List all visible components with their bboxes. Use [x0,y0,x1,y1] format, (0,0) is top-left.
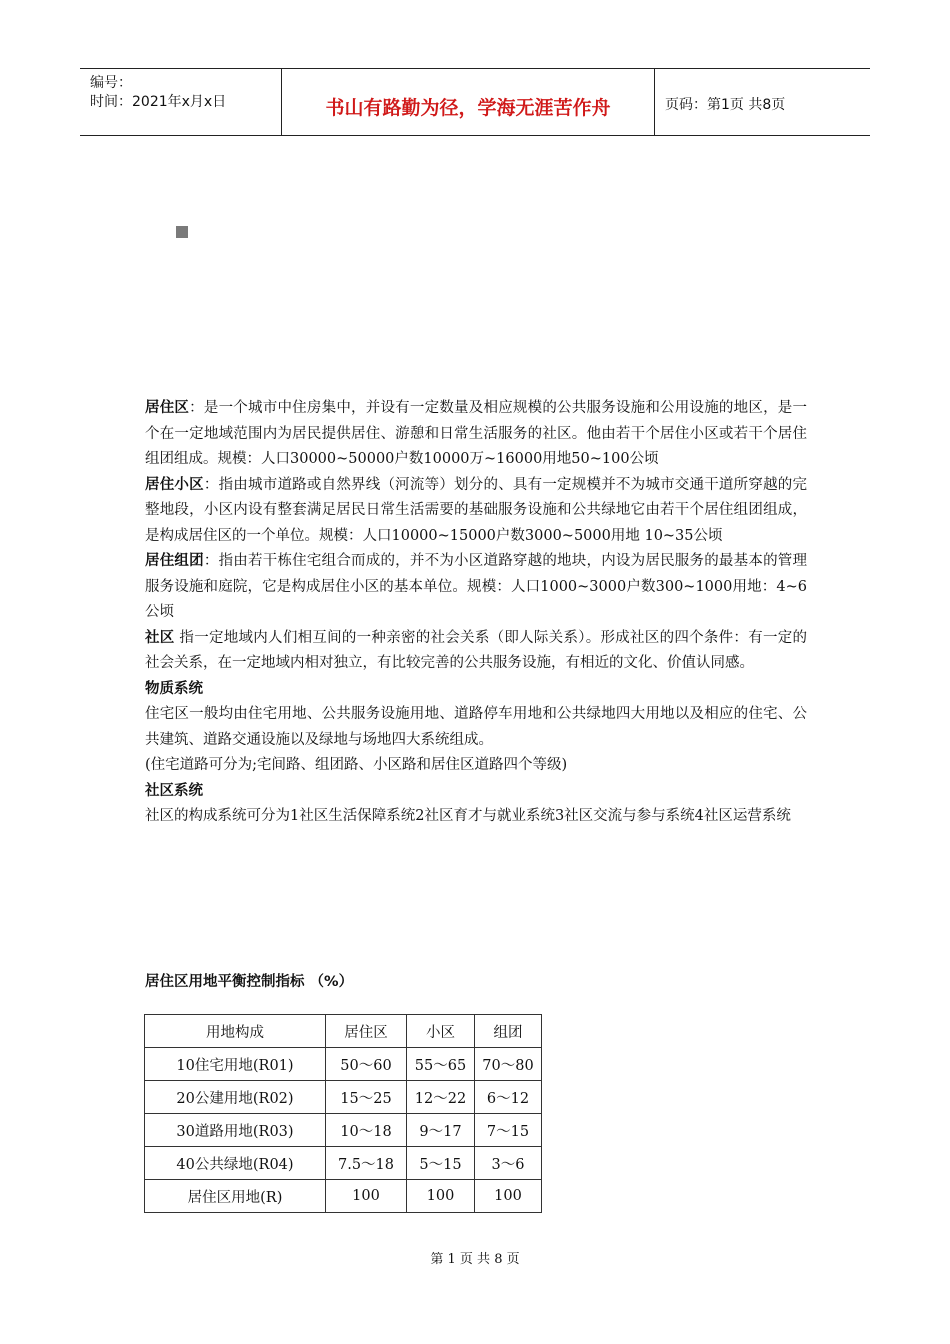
table-cell: 10住宅用地(R01) [145,1048,326,1081]
table-row [145,1180,542,1213]
table-header-cell: 组团 [475,1015,542,1048]
bullet-square-icon [176,226,188,238]
table-row [145,1114,542,1147]
section-title: 社区系统 [145,782,203,799]
table-title: 居住区用地平衡控制指标 （%） [145,974,354,990]
definition-term: 居住区 [145,400,190,416]
table-cell: 100 [407,1180,475,1213]
table-cell: 12～22 [407,1081,475,1114]
land-balance-table [144,1014,542,1213]
table-cell: 5～15 [407,1147,475,1180]
header-number-label: 编号： [90,75,132,91]
header-bottom-rule [80,135,870,136]
table-cell: 50～60 [326,1048,407,1081]
document-body [145,396,807,830]
table-cell: 居住区用地(R) [145,1180,326,1213]
definition-term: 居住组团 [145,553,204,569]
page-footer: 第 1 页 共 8 页 [430,1252,520,1267]
section-text: 住宅区一般均由住宅用地、公共服务设施用地、道路停车用地和公共绿地四大用地以及相应的住宅、公共建筑、道路交通设施以及绿地与场地四大系统组成。 [145,706,807,748]
definition-term: 社区 [145,629,175,646]
table-cell: 7～15 [475,1114,542,1147]
table-cell: 6～12 [475,1081,542,1114]
table-cell: 100 [326,1180,407,1213]
table-header-cell: 小区 [407,1015,475,1048]
section-title: 物质系统 [145,680,203,697]
header-top-rule [80,68,870,69]
header-time-label: 时间：2021年x月x日 [90,94,227,110]
header-divider [654,68,655,135]
definition-text: ：是一个城市中住房集中，并设有一定数量及相应规模的公共服务设施和公用设施的地区，是一个在一定地域范围内为居民提供居住、游憩和日常生活服务的社区。他由若干个居住小区或若干个居住组团组成。规模：人口30000~50000户数10000万~16000用地50~100公顷 [145,400,808,467]
table-row [145,1147,542,1180]
table-cell: 30道路用地(R03) [145,1114,326,1147]
table-header-cell: 居住区 [326,1015,407,1048]
table-cell: 15～25 [326,1081,407,1114]
table-header-row [145,1015,542,1048]
definition-text: 指一定地域内人们相互间的一种亲密的社会关系（即人际关系）。形成社区的四个条件：有一定的社会关系，在一定地域内相对独立，有比较完善的公共服务设施，有相近的文化、价值认同感。 [145,629,808,671]
definition-paragraph [145,626,807,677]
table-cell: 70～80 [475,1048,542,1081]
table-cell: 7.5～18 [326,1147,407,1180]
table-row [145,1081,542,1114]
header-page-info: 页码：第1页 共8页 [665,97,786,113]
table-row [145,1048,542,1081]
table-cell: 10～18 [326,1114,407,1147]
table-cell: 9～17 [407,1114,475,1147]
section-text: 社区的构成系统可分为1社区生活保障系统2社区育才与就业系统3社区交流与参与系统4社区运营系统 [145,808,791,824]
header-motto: 书山有路勤为径，学海无涯苦作舟 [325,97,611,119]
definition-paragraph [145,396,807,473]
table-cell: 3～6 [475,1147,542,1180]
definition-text: ：指由若干栋住宅组合而成的，并不为小区道路穿越的地块，内设为居民服务的最基本的管理服务设施和庭院，它是构成居住小区的基本单位。规模：人口1000~3000户数300~1000用地：4~6公顷 [145,553,808,620]
table-cell: 40公共绿地(R04) [145,1147,326,1180]
table-header-cell: 用地构成 [145,1015,326,1048]
table-cell: 55～65 [407,1048,475,1081]
section-text: (住宅道路可分为;宅间路、组团路、小区路和居住区道路四个等级) [145,757,568,773]
definition-text: ：指由城市道路或自然界线（河流等）划分的、具有一定规模并不为城市交通干道所穿越的完整地段，小区内设有整套满足居民日常生活需要的基础服务设施和公共绿地它由若干个居住组团组成，是构成居住区的一个单位。规模：人口10000~15000户数3000~5000用地 10~35公顷 [145,476,808,544]
table-cell: 20公建用地(R02) [145,1081,326,1114]
table-cell: 100 [475,1180,542,1213]
definition-paragraph [145,473,807,550]
definition-term: 居住小区 [145,476,204,493]
definition-paragraph [145,549,807,626]
